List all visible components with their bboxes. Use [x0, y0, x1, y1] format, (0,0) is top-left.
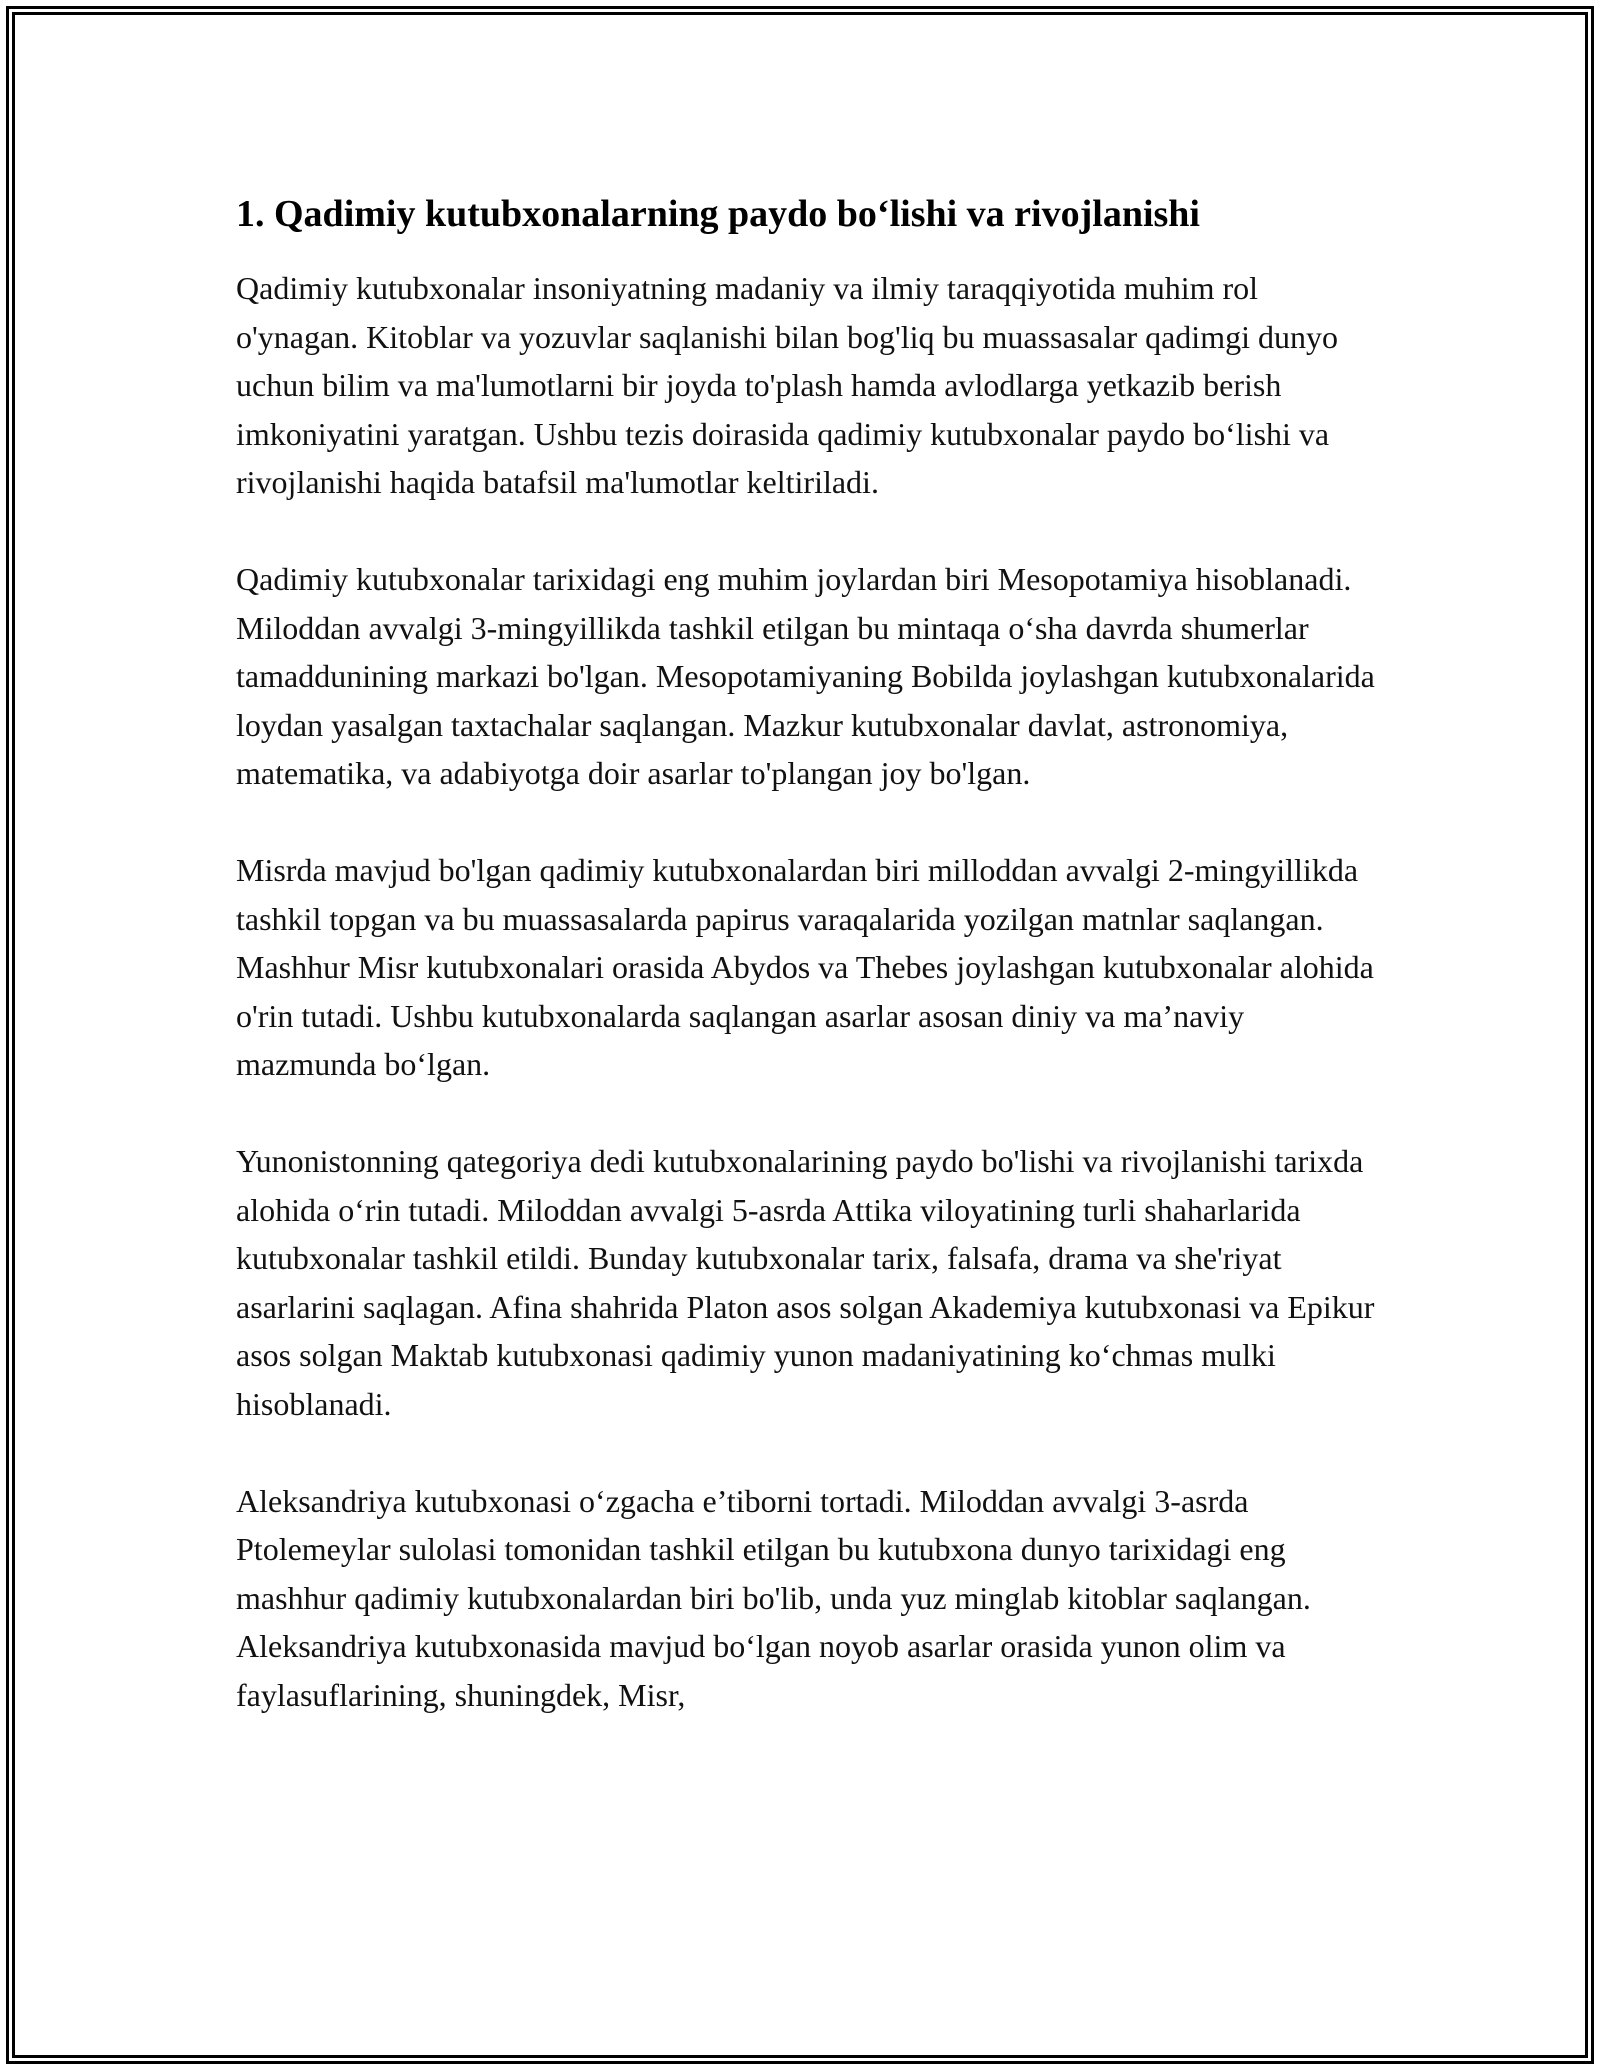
paragraph-mesopotamia: Qadimiy kutubxonalar tarixidagi eng muhim joylardan biri Mesopotamiya hisoblanadi. Miloddan avvalgi 3-mingyillikda tashkil etilgan bu mintaqa o‘sha davrda shumerlar tamaddunining markazi bo'lgan. Mesopotamiyaning Bobilda joylashgan kutubxonalarida loydan yasalgan taxtachalar saqlangan. Mazkur kutubxonalar davlat, astronomiya, matematika, va adabiyotga doir asarlar to'plangan joy bo'lgan. — [236, 561, 1375, 791]
paragraph-egypt: Misrda mavjud bo'lgan qadimiy kutubxonalardan biri milloddan avvalgi 2-mingyillikda tashkil topgan va bu muassasalarda papirus varaqalarida yozilgan matnlar saqlangan. Mashhur Misr kutubxonalari orasida Abydos va Thebes joylashgan kutubxonalar alohida o'rin tutadi. Ushbu kutubxonalarda saqlangan asarlar asosan diniy va ma’naviy mazmunda bo‘lgan. — [236, 852, 1374, 1082]
paragraph-greece: Yunonistonning qategoriya dedi kutubxonalarining paydo bo'lishi va rivojlanishi tarixda alohida o‘rin tutadi. Miloddan avvalgi 5-asrda Attika viloyatining turli shaharlarida kutubxonalar tashkil etildi. Bunday kutubxonalar tarix, falsafa, drama va she'riyat asarlarini saqlagan. Afina shahrida Platon asos solgan Akademiya kutubxonasi va Epikur asos solgan Maktab kutubxonasi qadimiy yunon madaniyatining ko‘chmas mulki hisoblanadi. — [236, 1143, 1375, 1422]
section-heading: 1. Qadimiy kutubxonalarning paydo bo‘lishi va rivojlanishi — [236, 193, 1200, 235]
document-body — [236, 190, 1376, 1768]
paragraph-intro: Qadimiy kutubxonalar insoniyatning madaniy va ilmiy taraqqiyotida muhim rol o'ynagan. Kitoblar va yozuvlar saqlanishi bilan bog'liq bu muassasalar qadimgi dunyo uchun bilim va ma'lumotlarni bir joyda to'plash hamda avlodlarga yetkazib berish imkoniyatini yaratgan. Ushbu tezis doirasida qadimiy kutubxonalar paydo bo‘lishi va rivojlanishi haqida batafsil ma'lumotlar keltiriladi. — [236, 270, 1338, 500]
paragraph-alexandria: Aleksandriya kutubxonasi o‘zgacha e’tiborni tortadi. Miloddan avvalgi 3-asrda Ptolemeylar sulolasi tomonidan tashkil etilgan bu kutubxona dunyo tarixidagi eng mashhur qadimiy kutubxonalardan biri bo'lib, unda yuz minglab kitoblar saqlangan. Aleksandriya kutubxonasida mavjud bo‘lgan noyob asarlar orasida yunon olim va faylasuflarining, shuningdek, Misr, — [236, 1482, 1311, 1713]
